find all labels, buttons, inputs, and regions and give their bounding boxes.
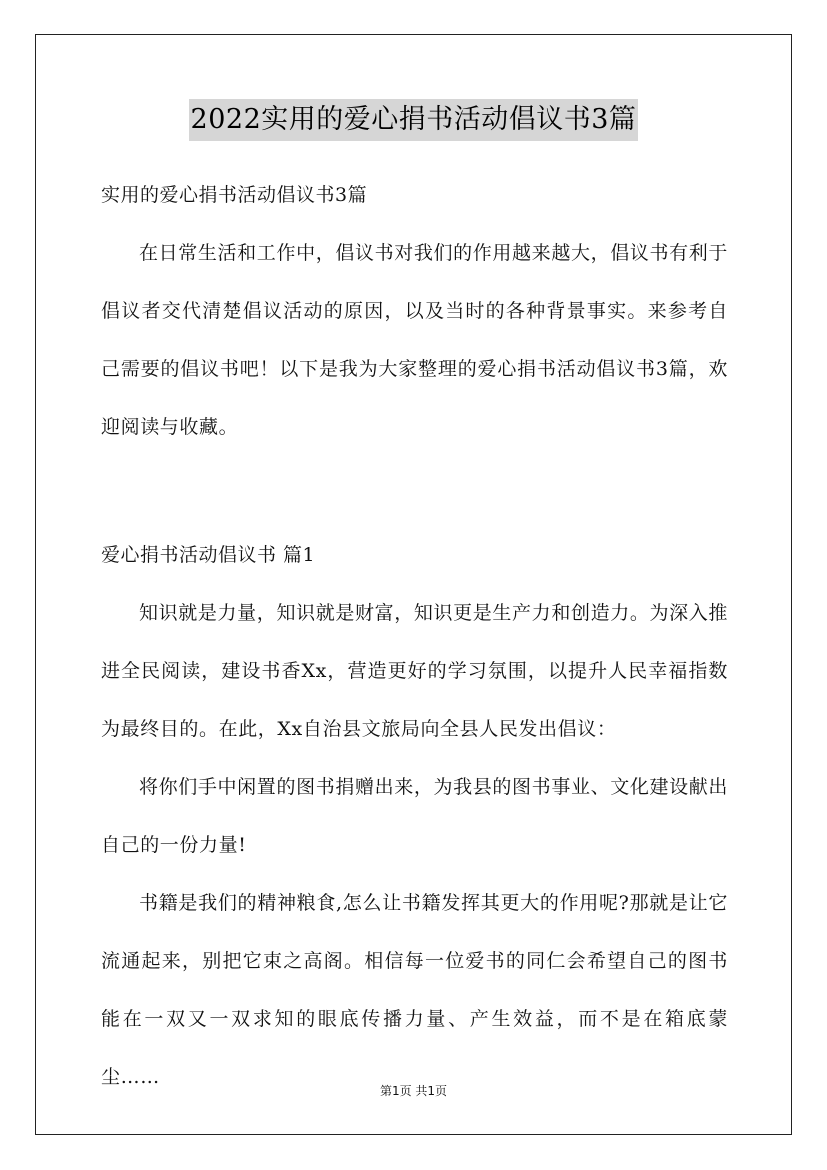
spacer: [101, 456, 728, 532]
body-paragraph: 将你们手中闲置的图书捐赠出来，为我县的图书事业、文化建设献出自己的一份力量!: [101, 776, 728, 856]
document-title: 2022实用的爱心捐书活动倡议书3篇: [189, 99, 639, 141]
body-paragraph: 书籍是我们的精神粮食,怎么让书籍发挥其更大的作用呢?那就是让它流通起来，别把它束之高阁。相信每一位爱书的同仁会希望自己的图书能在一双又一双求知的眼底传播力量、产生效益，而不是在箱底蒙尘……: [101, 892, 728, 1088]
document-subtitle: 实用的爱心捐书活动倡议书3篇: [101, 184, 368, 206]
page-number-footer: 第1页 共1页: [379, 1084, 448, 1098]
document-body: [101, 172, 728, 1106]
section-heading: 爱心捐书活动倡议书 篇1: [101, 544, 316, 566]
title-container: [0, 99, 827, 141]
body-paragraph: 知识就是力量，知识就是财富，知识更是生产力和创造力。为深入推进全民阅读，建设书香Xx，营造更好的学习氛围，以提升人民幸福指数为最终目的。在此，Xx自治县文旅局向全县人民发出倡议：: [101, 602, 728, 740]
intro-paragraph: 在日常生活和工作中，倡议书对我们的作用越来越大，倡议书有利于倡议者交代清楚倡议活动的原因，以及当时的各种背景事实。来参考自己需要的倡议书吧！以下是我为大家整理的爱心捐书活动倡议书3篇，欢迎阅读与收藏。: [101, 242, 728, 438]
